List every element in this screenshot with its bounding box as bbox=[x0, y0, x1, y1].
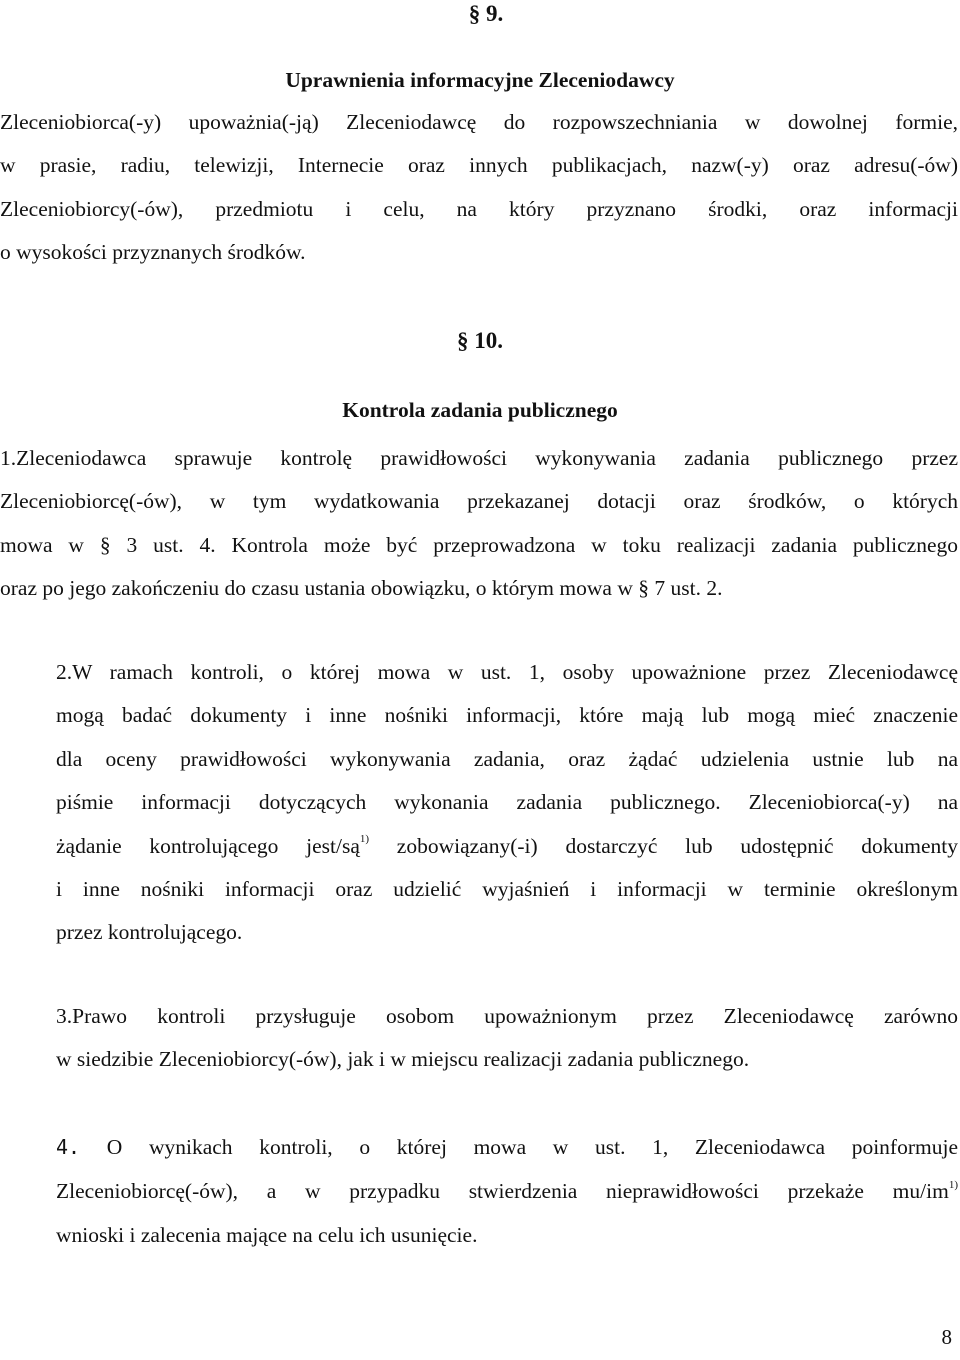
section-10-paragraph-3 bbox=[56, 995, 958, 1082]
paragraph-line: oraz po jego zakończeniu do czasu ustania obowiązku, o którym mowa w § 7 ust. 2. bbox=[0, 576, 723, 601]
paragraph-line bbox=[56, 1169, 958, 1213]
footnote-marker: 1) bbox=[359, 833, 370, 846]
paragraph-line: o wysokości przyznanych środków. bbox=[0, 240, 306, 265]
paragraph-line bbox=[56, 1125, 958, 1169]
line-text: Zleceniobiorcę(-ów), a w przypadku stwierdzenia nieprawidłowości przekaże mu/im bbox=[56, 1179, 949, 1203]
paragraph-line: dla oceny prawidłowości wykonywania zadania, oraz żądać udzielenia ustnie lub na bbox=[56, 746, 958, 771]
section-10-paragraph-2 bbox=[56, 651, 958, 955]
line-text: O wynikach kontroli, o której mowa w ust. 1, Zleceniodawca poinformuje bbox=[106, 1135, 958, 1159]
section-9-paragraph bbox=[0, 101, 958, 275]
paragraph-line: w prasie, radiu, telewizji, Internecie oraz innych publikacjach, nazw(-y) oraz adresu(-ów) bbox=[0, 153, 958, 178]
section-9-title: Uprawnienia informacyjne Zleceniodawcy bbox=[285, 68, 675, 92]
section-10-number: § 10. bbox=[457, 328, 503, 353]
paragraph-line: w siedzibie Zleceniobiorcy(-ów), jak i w miejscu realizacji zadania publicznego. bbox=[56, 1047, 750, 1072]
footnote-marker: 1) bbox=[948, 1178, 958, 1191]
paragraph-line: mogą badać dokumenty i inne nośniki informacji, które mają lub mogą mieć znaczenie bbox=[56, 703, 958, 728]
paragraph-line: wnioski i zalecenia mające na celu ich usunięcie. bbox=[56, 1223, 478, 1247]
section-10-paragraph-1 bbox=[0, 437, 958, 611]
paragraph-line bbox=[56, 825, 958, 868]
paragraph-line: 1.Zleceniodawca sprawuje kontrolę prawidłowości wykonywania zadania publicznego przez bbox=[0, 446, 958, 470]
paragraph-line: Zleceniobiorca(-y) upoważnia(-ją) Zleceniodawcę do rozpowszechniania w dowolnej formie, bbox=[0, 110, 958, 134]
section-10-title: Kontrola zadania publicznego bbox=[342, 398, 618, 422]
section-10-paragraph-4 bbox=[56, 1125, 958, 1257]
paragraph-line: i inne nośniki informacji oraz udzielić wyjaśnień i informacji w terminie określonym bbox=[56, 877, 958, 902]
paragraph-number: 4. bbox=[56, 1135, 81, 1159]
line-text: żądanie kontrolującego jest/są bbox=[56, 833, 360, 858]
paragraph-line: 3.Prawo kontroli przysługuje osobom upoważnionym przez Zleceniodawcę zarówno bbox=[56, 1004, 958, 1028]
paragraph-line: Zleceniobiorcę(-ów), w tym wydatkowania przekazanej dotacji oraz środków, o których bbox=[0, 489, 958, 514]
line-text: zobowiązany(-i) dostarczyć lub udostępnić dokumenty bbox=[369, 833, 959, 858]
paragraph-line: przez kontrolującego. bbox=[56, 920, 243, 945]
paragraph-line: mowa w § 3 ust. 4. Kontrola może być przeprowadzona w toku realizacji zadania publicznego bbox=[0, 532, 958, 557]
paragraph-line: 2.W ramach kontroli, o której mowa w ust. 1, osoby upoważnione przez Zleceniodawcę bbox=[56, 660, 958, 684]
paragraph-line: piśmie informacji dotyczących wykonania zadania publicznego. Zleceniobiorca(-y) na bbox=[56, 790, 958, 815]
paragraph-line: Zleceniobiorcy(-ów), przedmiotu i celu, na który przyznano środki, oraz informacji bbox=[0, 196, 958, 221]
page-number: 8 bbox=[941, 1325, 952, 1349]
section-9-number: § 9. bbox=[468, 1, 504, 26]
